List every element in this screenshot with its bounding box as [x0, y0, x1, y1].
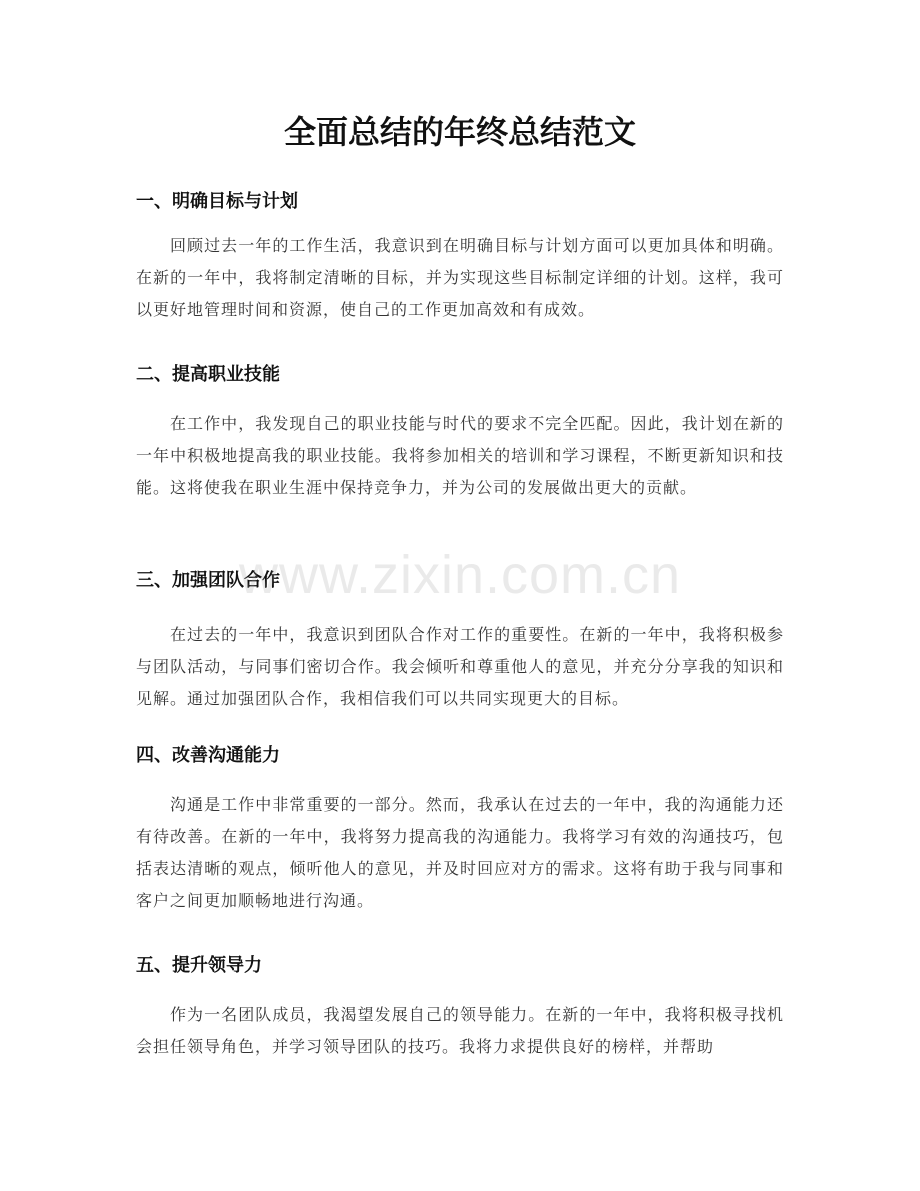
watermark-text: www.zixin.com.cn — [238, 545, 682, 605]
section-heading-5: 五、提升领导力 — [136, 955, 262, 976]
section-heading-4: 四、改善沟通能力 — [136, 745, 280, 766]
section-paragraph-3: 在过去的一年中，我意识到团队合作对工作的重要性。在新的一年中，我将积极参与团队活动，与同事们密切合作。我会倾听和尊重他人的意见，并充分分享我的知识和见解。通过加强团队合作，我相信我们可以共同实现更大的目标。 — [136, 625, 784, 708]
document-title: 全面总结的年终总结范文 — [283, 113, 636, 151]
section-paragraph-1: 回顾过去一年的工作生活，我意识到在明确目标与计划方面可以更加具体和明确。在新的一年中，我将制定清晰的目标，并为实现这些目标制定详细的计划。这样，我可以更好地管理时间和资源，使自己的工作更加高效和有成效。 — [136, 236, 784, 319]
section-paragraph-2: 在工作中，我发现自己的职业技能与时代的要求不完全匹配。因此，我计划在新的一年中积极地提高我的职业技能。我将参加相关的培训和学习课程，不断更新知识和技能。这将使我在职业生涯中保持竞争力，并为公司的发展做出更大的贡献。 — [136, 414, 784, 497]
section-paragraph-5: 作为一名团队成员，我渴望发展自己的领导能力。在新的一年中，我将积极寻找机会担任领导角色，并学习领导团队的技巧。我将力求提供良好的榜样，并帮助 — [136, 1005, 784, 1056]
section-heading-3: 三、加强团队合作 — [136, 570, 280, 591]
section-heading-2: 二、提高职业技能 — [136, 364, 280, 385]
section-heading-1: 一、明确目标与计划 — [136, 191, 298, 212]
section-paragraph-4: 沟通是工作中非常重要的一部分。然而，我承认在过去的一年中，我的沟通能力还有待改善。在新的一年中，我将努力提高我的沟通能力。我将学习有效的沟通技巧，包括表达清晰的观点，倾听他人的意见，并及时回应对方的需求。这将有助于我与同事和客户之间更加顺畅地进行沟通。 — [136, 795, 784, 910]
